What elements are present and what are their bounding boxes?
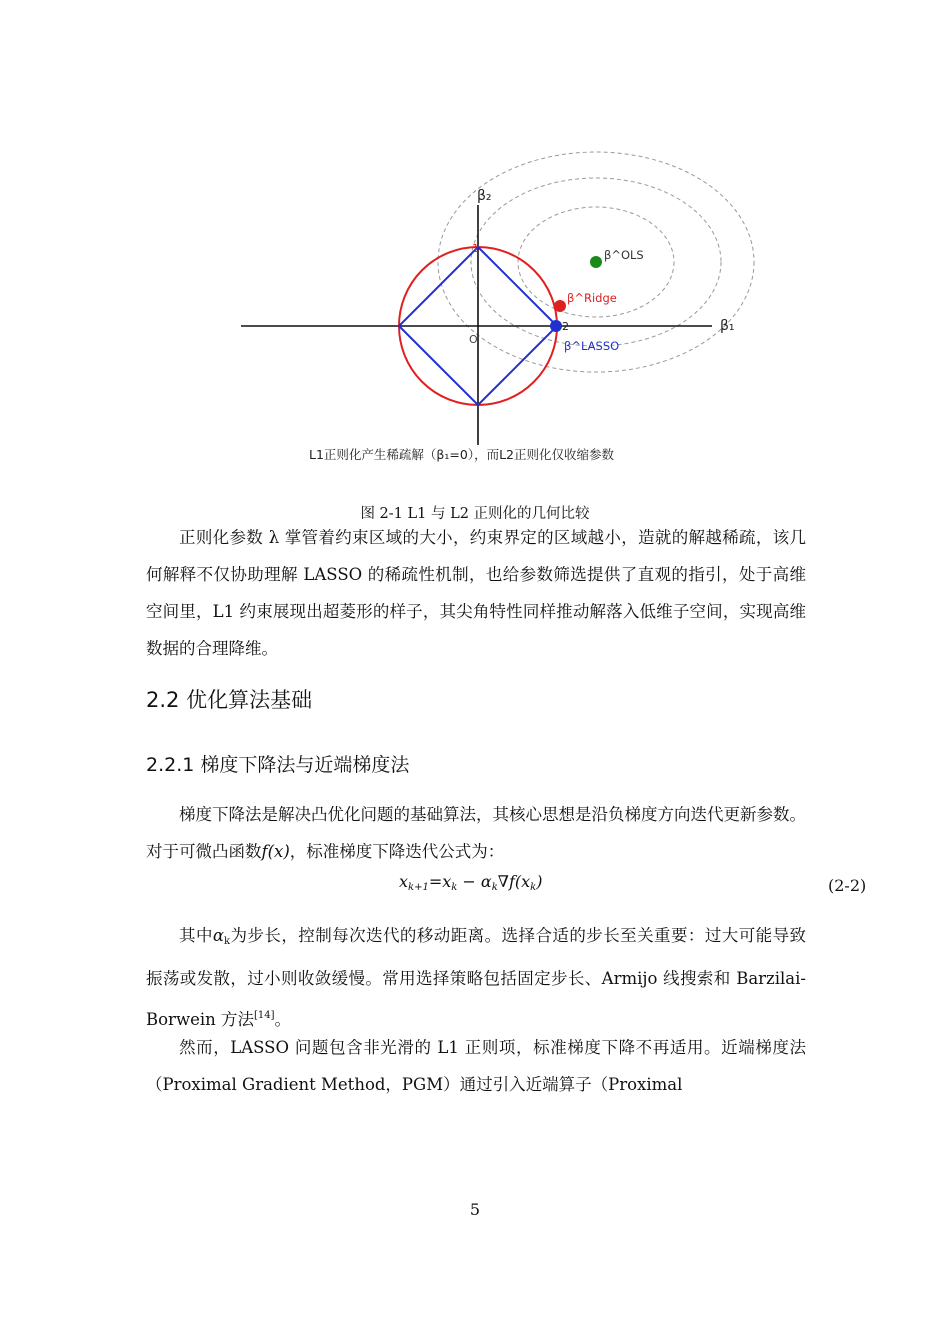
equation-2-2: $x_{k+1}=x_k - \alpha_k\nabla f(x_k)$ bbox=[399, 872, 543, 893]
figure-caption: 图 2-1 L1 与 L2 正则化的几何比较 bbox=[360, 506, 590, 522]
paragraph-proximal: 然而，LASSO 问题包含非光滑的 L1 正则项，标准梯度下降不再适用。近端梯度法（Proximal Gradient Method，PGM）通过引入近端算子（Proximal bbox=[146, 1038, 806, 1094]
l1-l2-geometry-figure bbox=[0, 0, 950, 480]
equation-number: (2-2) bbox=[828, 876, 867, 895]
section-heading: 2.2 优化算法基础 bbox=[146, 688, 313, 712]
gd-function: f(x) bbox=[261, 842, 290, 861]
ridge-point bbox=[554, 300, 566, 312]
lasso-point bbox=[550, 320, 562, 332]
origin-label: O bbox=[469, 333, 478, 346]
figure-subtitle: L1正则化产生稀疏解（β₁=0），而L2正则化仅收缩参数 bbox=[309, 447, 614, 462]
paragraph-regularization: 正则化参数 λ 掌管着约束区域的大小，约束界定的区域越小，造就的解越稀疏，该几何解释不仅协助理解 LASSO 的稀疏性机制，也给参数筛选提供了直观的指引，处于高维空间里，L1 约束展现出超菱形的样子，其尖角特性同样推动解落入低维子空间，实现高维数据的合理降维。 bbox=[146, 528, 806, 658]
paragraph-gradient-descent bbox=[146, 796, 806, 870]
gd-text-b: ，标准梯度下降迭代公式为： bbox=[289, 842, 505, 861]
beta2-axis-label: β₂ bbox=[477, 188, 492, 204]
tick-top-label: 1 bbox=[472, 242, 479, 255]
lasso-label: β^LASSO bbox=[564, 339, 620, 353]
beta1-axis-label: β₁ bbox=[720, 318, 735, 334]
subsection-heading: 2.2.1 梯度下降法与近端梯度法 bbox=[146, 754, 410, 776]
paragraph-step-size: 其中$\alpha_k$为步长，控制每次迭代的移动距离。选择合适的步长至关重要：过大可能导致振荡或发散，过小则收敛缓慢。常用选择策略包括固定步长、Armijo 线搜索和 Barzilai-Borwein 方法[14]。 bbox=[146, 926, 807, 1029]
gd-text-a: 梯度下降法是解决凸优化问题的基础算法，其核心思想是沿负梯度方向迭代更新参数。对于可微凸函数 bbox=[146, 805, 806, 861]
tick-right-label: 2 bbox=[562, 320, 569, 333]
citation-ref[interactable]: [14] bbox=[253, 1010, 275, 1021]
ols-point bbox=[590, 256, 602, 268]
ols-label: β^OLS bbox=[604, 248, 644, 262]
ridge-label: β^Ridge bbox=[567, 291, 617, 305]
page-number: 5 bbox=[469, 1200, 481, 1219]
